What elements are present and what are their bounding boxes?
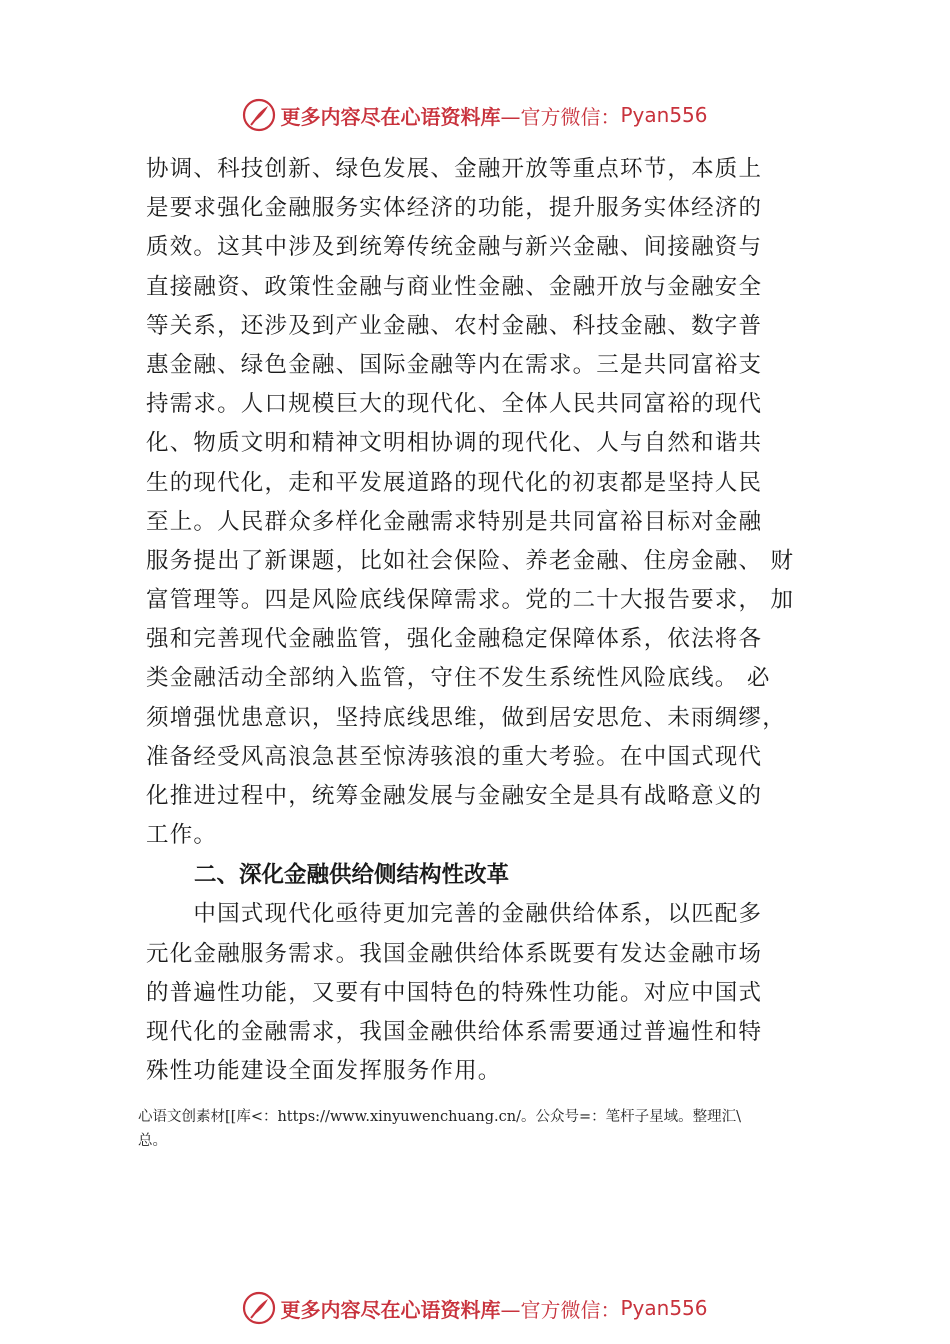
body-line: 类金融活动全部纳入监管，守住不发生系统性风险底线。 必: [146, 665, 771, 692]
banner-wechat-label: —官方微信：: [500, 1297, 621, 1322]
body-line: 富管理等。四是风险底线保障需求。党的二十大报告要求， 加: [146, 587, 795, 614]
body-line: 是要求强化金融服务实体经济的功能，提升服务实体经济的: [146, 195, 763, 222]
body-line: 化、物质文明和精神文明相协调的现代化、人与自然和谐共: [146, 430, 763, 457]
body-line: 的普遍性功能，又要有中国特色的特殊性功能。对应中国式: [146, 979, 763, 1006]
source-footnote: [138, 1105, 848, 1153]
body-line: 中国式现代化亟待更加完善的金融供给体系，以匹配多: [146, 901, 763, 928]
document-body: [146, 150, 826, 1091]
banner-site-name: 更多内容尽在心语资料库: [280, 104, 501, 129]
body-line: 等关系，还涉及到产业金融、农村金融、科技金融、数字普: [146, 312, 763, 339]
body-line: 现代化的金融需求，我国金融供给体系需要通过普遍性和特: [146, 1018, 763, 1045]
banner-wechat-id: Pyan556: [620, 103, 708, 127]
body-line: 持需求。人口规模巨大的现代化、全体人民共同富裕的现代: [146, 391, 763, 418]
body-line: 工作。: [146, 822, 218, 849]
body-line: 准备经受风高浪急甚至惊涛骇浪的重大考验。在中国式现代: [146, 743, 763, 770]
body-line: 须增强忧患意识，坚持底线思维，做到居安思危、未雨绸缪，: [146, 704, 786, 731]
body-line: 至上。人民群众多样化金融需求特别是共同富裕目标对金融: [146, 508, 763, 535]
body-line: 协调、科技创新、绿色发展、金融开放等重点环节，本质上: [146, 156, 763, 182]
body-line: 生的现代化，走和平发展道路的现代化的初衷都是坚持人民: [146, 469, 763, 496]
banner-wechat-id: Pyan556: [620, 1296, 708, 1320]
banner-wechat-label: —官方微信：: [500, 104, 621, 129]
body-line: 服务提出了新课题，比如社会保险、养老金融、住房金融、 财: [146, 547, 795, 574]
body-line: 元化金融服务需求。我国金融供给体系既要有发达金融市场: [146, 940, 763, 967]
body-line: 化推进过程中，统筹金融发展与金融安全是具有战略意义的: [146, 783, 763, 809]
quill-pen-logo-icon: [242, 1291, 276, 1325]
footnote-line: 总。: [138, 1133, 167, 1149]
body-line: 直接融资、政策性金融与商业性金融、金融开放与金融安全: [146, 273, 763, 300]
body-line: 惠金融、绿色金融、国际金融等内在需求。三是共同富裕支: [146, 351, 763, 378]
body-line: 强和完善现代金融监管，强化金融稳定保障体系，依法将各: [146, 626, 763, 653]
banner-site-name: 更多内容尽在心语资料库: [280, 1297, 501, 1322]
body-line: 殊性功能建设全面发挥服务作用。: [146, 1058, 502, 1085]
body-line: 质效。这其中涉及到统筹传统金融与新兴金融、间接融资与: [146, 234, 763, 261]
quill-pen-logo-icon: [242, 98, 276, 132]
footer-banner: [0, 1288, 950, 1328]
header-banner: [0, 95, 950, 135]
section-heading: 二、深化金融供给侧结构性改革: [194, 862, 510, 889]
footnote-line: 心语文创素材[[库<：https://www.xinyuwenchuang.cn/。公众号=：笔杆子星域。整理汇\: [138, 1109, 742, 1125]
